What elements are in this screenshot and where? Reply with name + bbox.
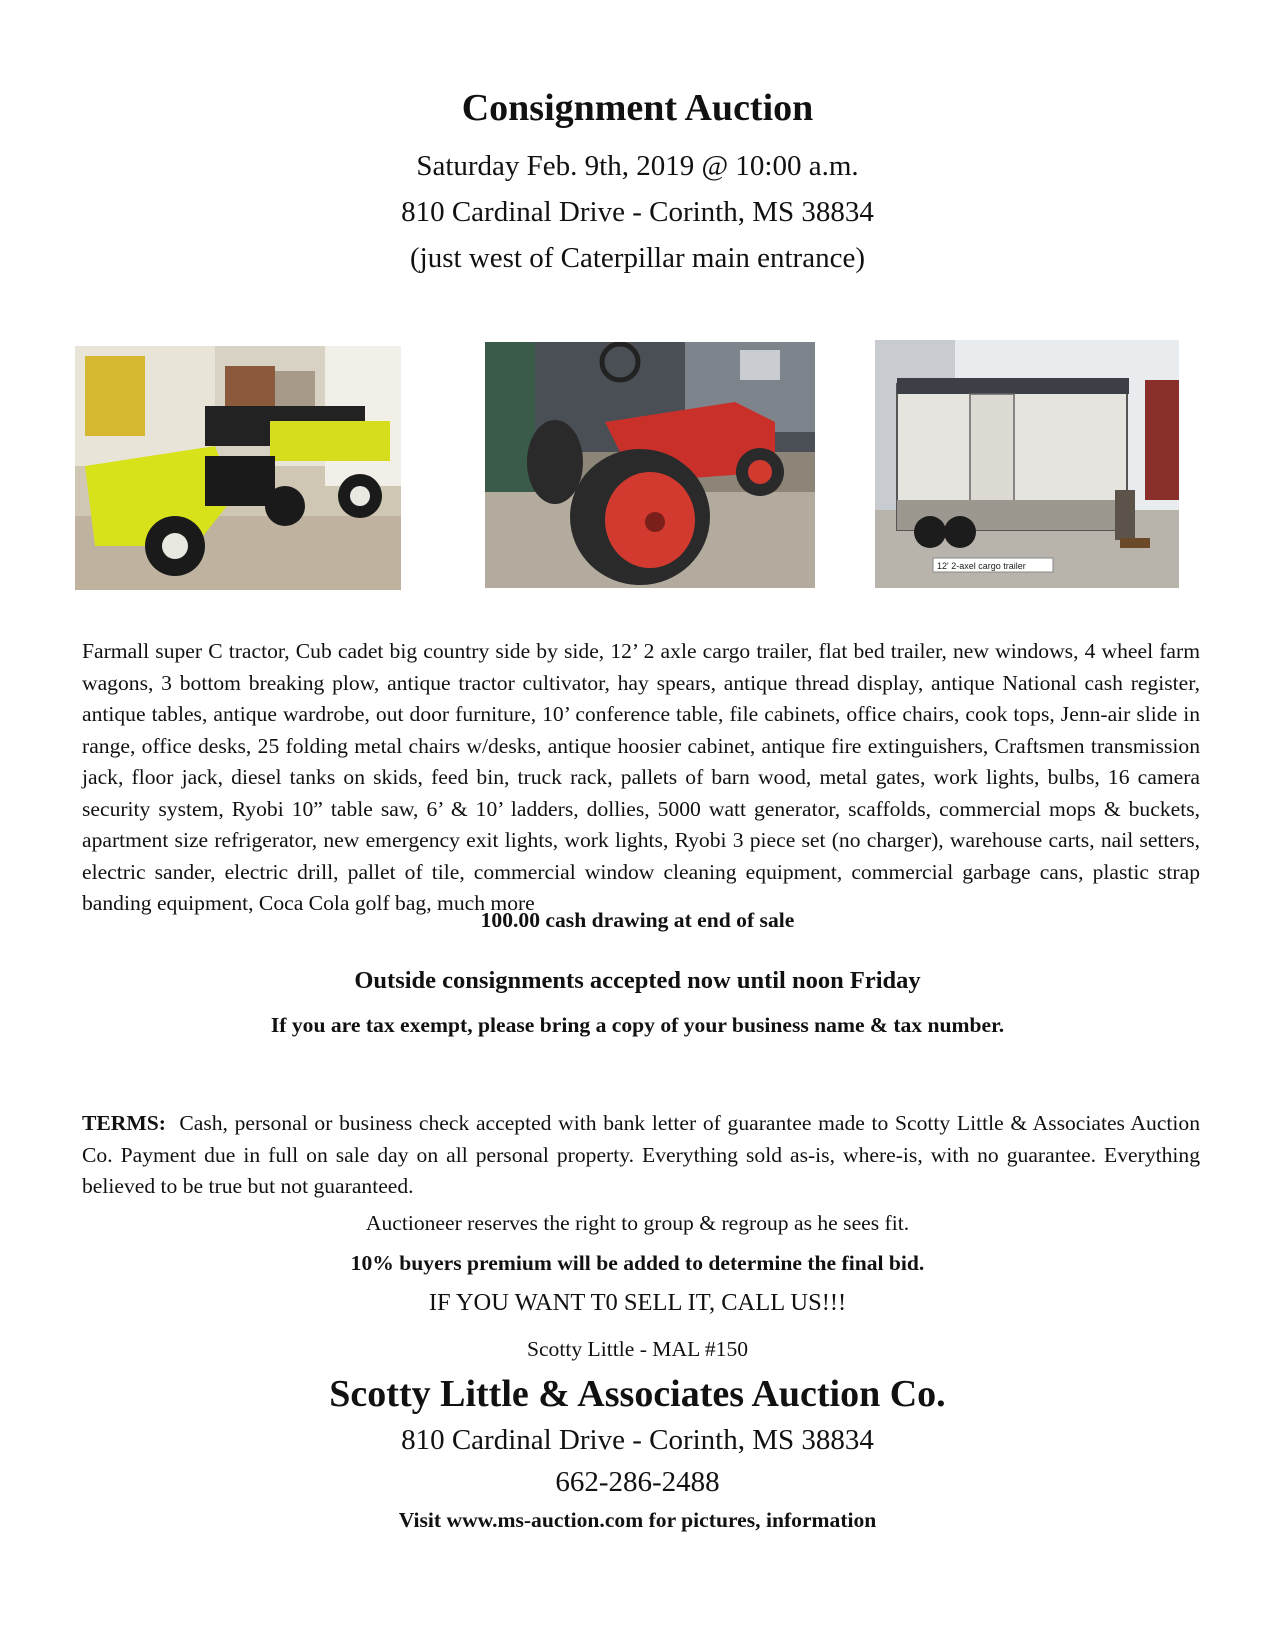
auctioneer-license: Scotty Little - MAL #150 — [526, 1337, 749, 1361]
company-address: 810 Cardinal Drive - Corinth, MS 38834 — [401, 1424, 874, 1456]
page-title: Consignment Auction — [461, 87, 814, 129]
buyers-premium: 10% buyers premium will be added to determine the final bid. — [350, 1251, 925, 1275]
auction-directions: (just west of Caterpillar main entrance) — [410, 242, 865, 274]
auction-date: Saturday Feb. 9th, 2019 @ 10:00 a.m. — [416, 150, 859, 182]
terms-label: TERMS: — [82, 1111, 166, 1135]
call-us: IF YOU WANT T0 SELL IT, CALL US!!! — [428, 1289, 847, 1316]
tractor-photo — [485, 342, 815, 588]
terms-text: Cash, personal or business check accepted with bank letter of guarantee made to Scotty Little & Associates Auction Co. Payment due in full on sale day on all personal property. Everything sold as-is, where-is, with no guarantee. Everything believed to be true but not guaranteed. — [82, 1111, 1200, 1198]
consignments-notice: Outside consignments accepted now until noon Friday — [354, 967, 921, 994]
auction-address: 810 Cardinal Drive - Corinth, MS 38834 — [401, 196, 874, 228]
items-list: Farmall super C tractor, Cub cadet big country side by side, 12’ 2 axle cargo trailer, flat bed trailer, new windows, 4 wheel farm wagons, 3 bottom breaking plow, antique tractor cultivator, hay spears, antique thread display, antique National cash register, antique tables, antique wardrobe, out door furniture, 10’ conference table, file cabinets, office chairs, cook tops, Jenn-air slide in range, office desks, 25 folding metal chairs w/desks, antique hoosier cabinet, antique fire extinguishers, Craftsmen transmission jack, floor jack, diesel tanks on skids, feed bin, truck rack, pallets of barn wood, metal gates, work lights, bulbs, 16 camera security system, Ryobi 10” table saw, 6’ & 10’ ladders, dollies, 5000 watt generator, scaffolds, commercial mops & buckets, apartment size refrigerator, new emergency exit lights, work lights, Ryobi 3 piece set (no charger), warehouse carts, nail setters, electric sander, electric drill, pallet of tile, commercial window cleaning equipment, commercial garbage cans, plastic strap banding equipment, Coca Cola golf bag, much more — [82, 639, 1200, 915]
terms-paragraph — [82, 1108, 1200, 1203]
company-phone: 662-286-2488 — [555, 1466, 720, 1498]
utility-vehicle-photo — [75, 346, 401, 590]
cash-drawing: 100.00 cash drawing at end of sale — [480, 908, 795, 932]
company-name: Scotty Little & Associates Auction Co. — [329, 1373, 946, 1415]
auctioneer-reserves: Auctioneer reserves the right to group & regroup as he sees fit. — [365, 1211, 910, 1235]
trailer-caption: 12' 2-axel cargo trailer — [937, 561, 1026, 571]
cargo-trailer-photo — [875, 340, 1179, 588]
tax-exempt-notice: If you are tax exempt, please bring a copy of your business name & tax number. — [270, 1013, 1005, 1037]
website-line: Visit www.ms-auction.com for pictures, information — [398, 1508, 877, 1532]
